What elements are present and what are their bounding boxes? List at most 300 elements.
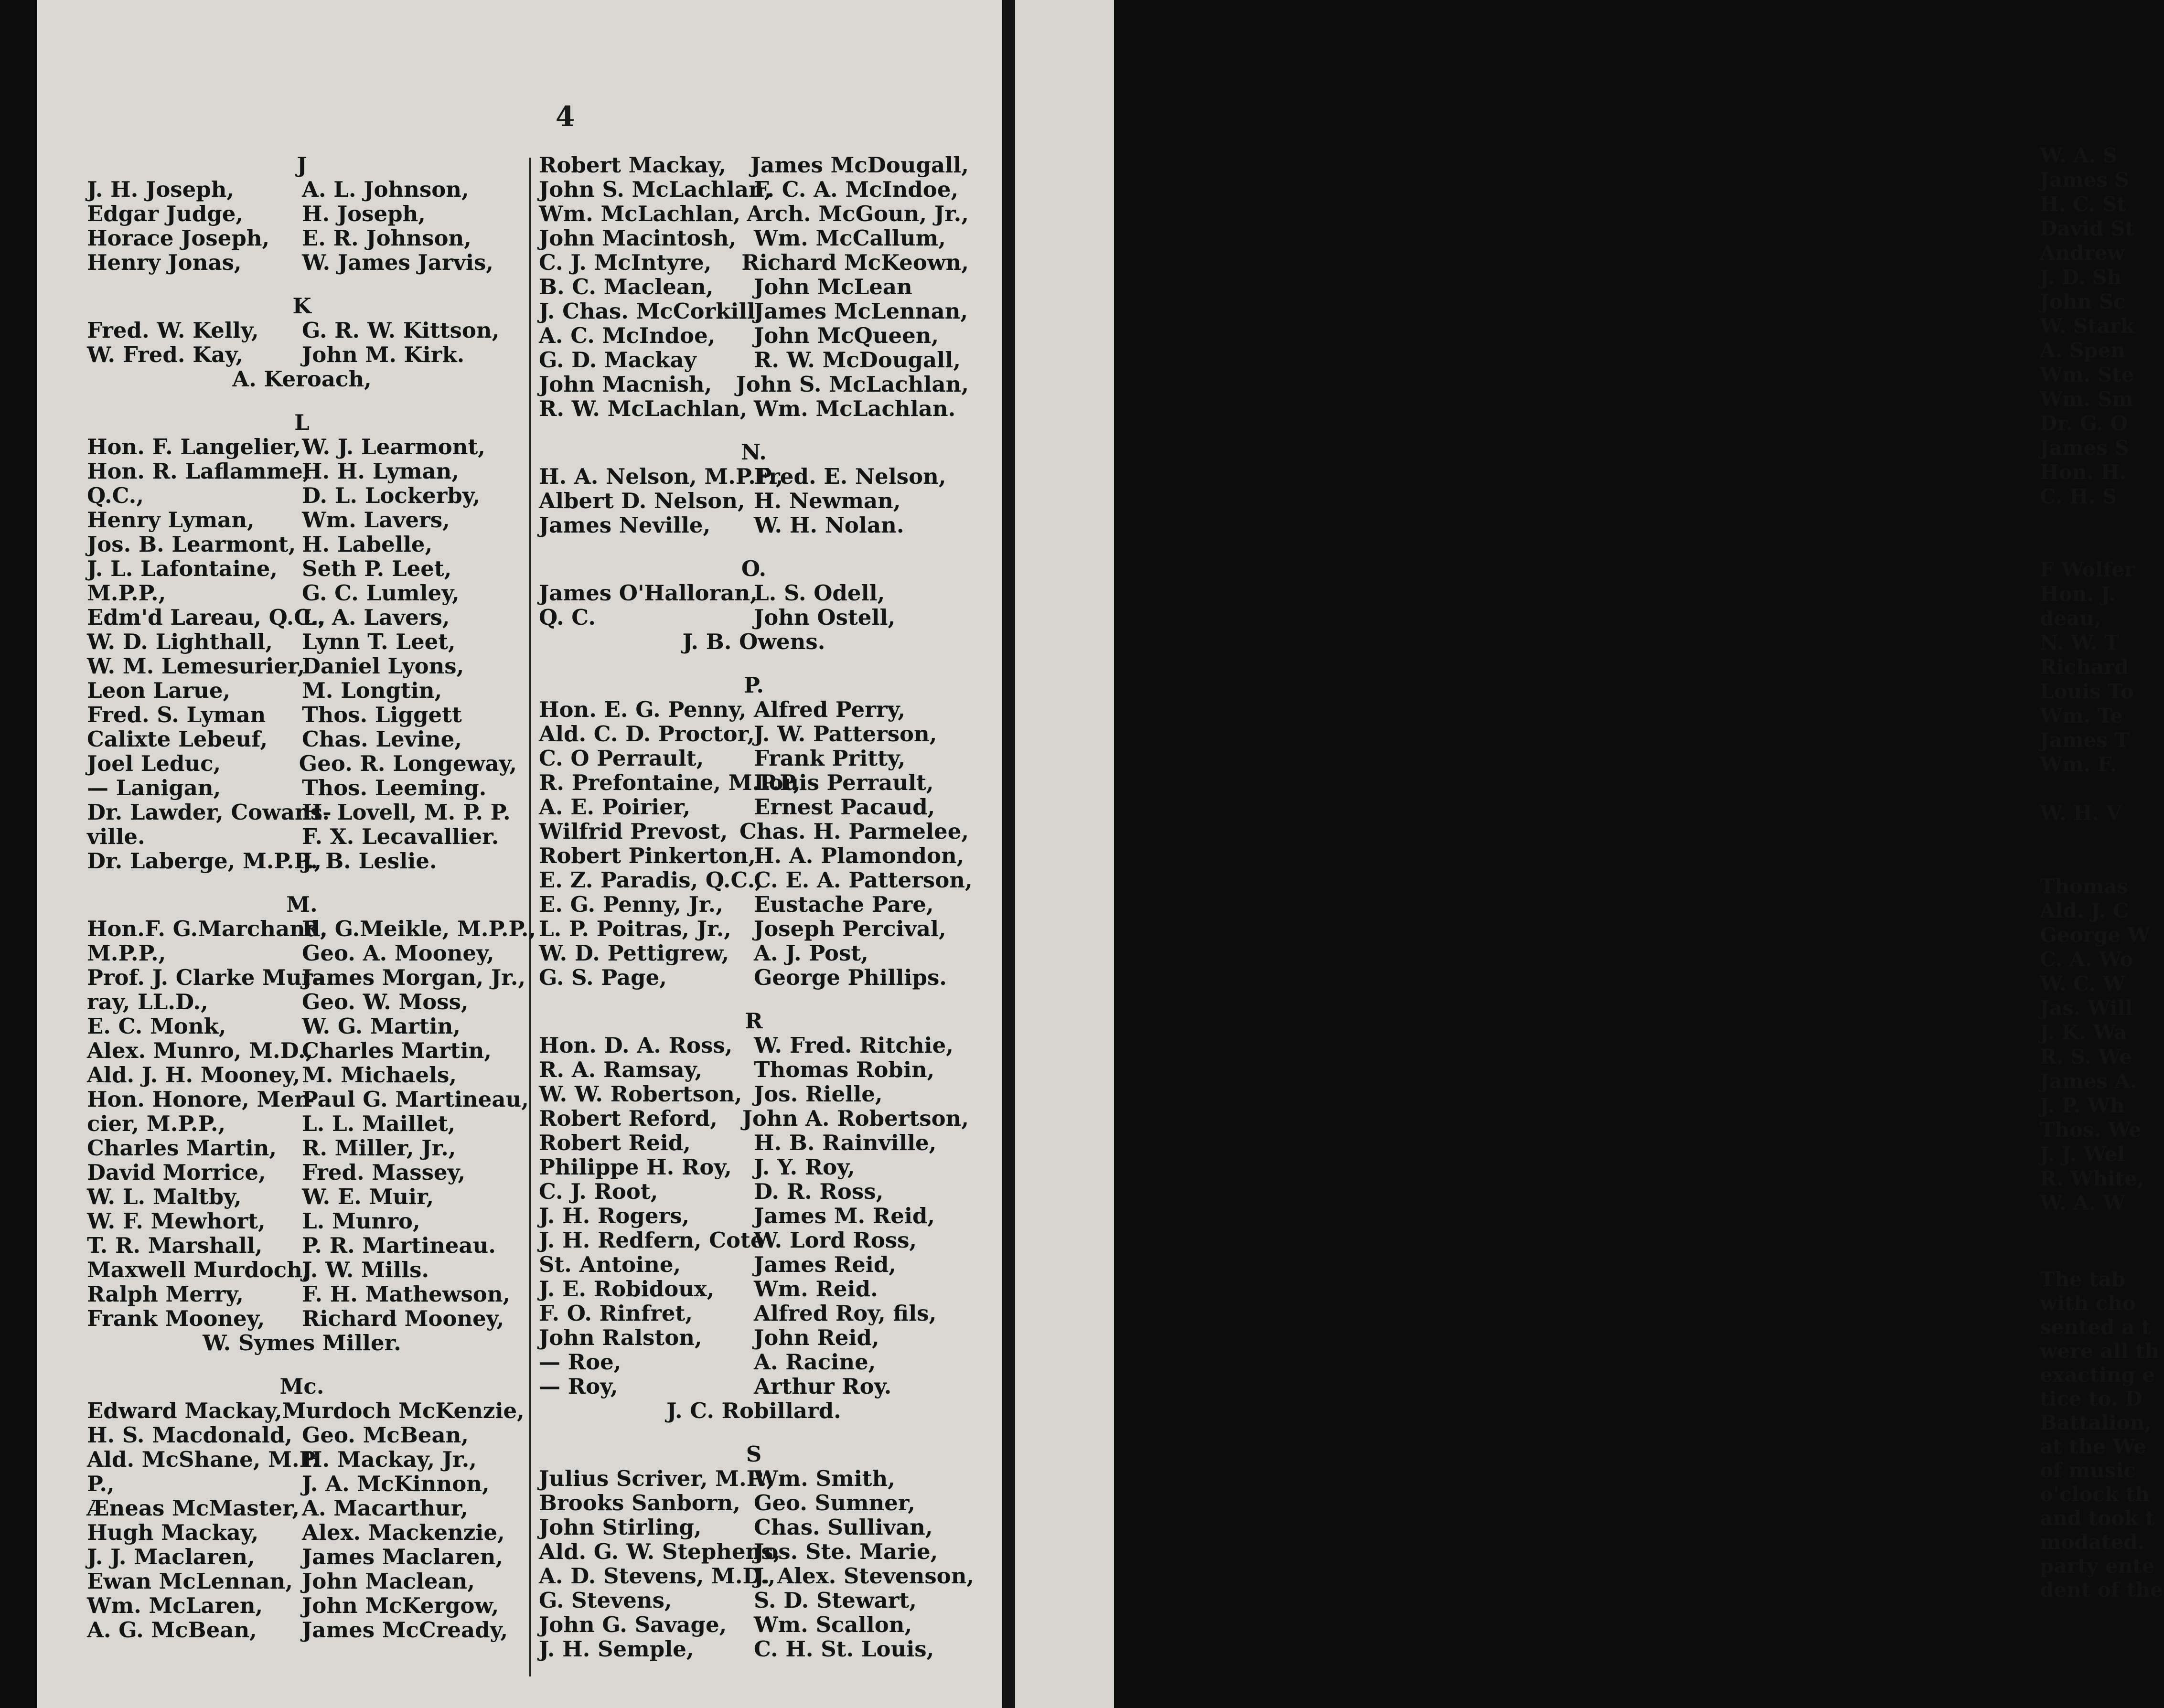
name-entry: John Ostell, [754, 605, 896, 630]
name-entry: Alfred Roy, fils, [754, 1301, 937, 1326]
name-entry: John McQueen, [754, 323, 939, 348]
name-row [539, 153, 969, 177]
name-row [87, 342, 517, 367]
name-entry: — Roe, [539, 1349, 621, 1375]
name-row [539, 746, 969, 770]
name-row [87, 1593, 517, 1618]
name-row [87, 1160, 517, 1185]
name-entry: Hon.F. G.Marchand, [87, 916, 328, 941]
name-row [87, 849, 517, 873]
middle-section [539, 153, 969, 421]
name-row [87, 824, 517, 849]
name-row [539, 819, 969, 843]
name-entry: W. James Jarvis, [302, 250, 493, 275]
name-row [539, 1106, 969, 1131]
name-entry: Wm. Te [2040, 704, 2123, 727]
name-row [87, 941, 517, 965]
text-line: and took t [2040, 1506, 2155, 1530]
name-entry: M.P.P., [87, 580, 166, 606]
name-entry: J. H. Redfern, Cote [539, 1228, 764, 1253]
name-entry: John Maclean, [302, 1569, 475, 1594]
name-entry: Wm. Reid. [754, 1276, 878, 1302]
name-entry: W. F. Mewhort, [87, 1208, 266, 1234]
name-entry: H. A. Plamondon, [754, 843, 964, 868]
name-row [539, 1612, 969, 1637]
name-entry: A. Spen [2040, 339, 2125, 362]
name-entry: E. Z. Paradis, Q.C., [539, 867, 762, 893]
name-entry: Wm. Sm [2040, 387, 2133, 411]
name-entry: E. R. Johnson, [302, 225, 471, 251]
name-entry: Alex. Munro, M.D., [87, 1038, 313, 1063]
name-entry: Louis To [2040, 680, 2134, 703]
name-entry: C. O Perrault, [539, 746, 704, 771]
name-entry: J. H. Joseph, [87, 177, 235, 202]
name-entry: W. A. W [2040, 1191, 2125, 1215]
left-name-column [87, 152, 536, 1644]
name-entry: R. G.Meikle, M.P.P., [302, 916, 536, 941]
name-entry: Dr. Laberge, M.P.P., [87, 848, 322, 874]
middle-section [539, 556, 969, 654]
name-entry: Edgar Judge, [87, 201, 243, 226]
name-entry: Wm. F. [2040, 753, 2117, 776]
spacer [2040, 850, 2164, 874]
name-entry: Charles Martin, [87, 1135, 277, 1161]
middle-section [539, 673, 973, 990]
name-row [539, 513, 969, 537]
name-entry: Eustache Pare, [754, 892, 934, 917]
name-entry: Henry Jonas, [87, 250, 242, 275]
text-line: Battalion, [2040, 1411, 2152, 1434]
name-row [87, 1233, 517, 1258]
name-entry: G. Stevens, [539, 1588, 672, 1613]
name-entry: David St [2040, 217, 2134, 240]
section-heading: L [294, 410, 310, 435]
name-entry: D. R. Ross, [754, 1179, 884, 1204]
name-entry: Daniel Lyons, [302, 653, 464, 679]
name-entry: H. Mackay, Jr., [302, 1447, 477, 1472]
name-entry: Leon Larue, [87, 678, 231, 703]
name-row [87, 751, 517, 776]
spacer [2040, 825, 2164, 850]
name-entry: — Roy, [539, 1374, 618, 1399]
name-entry: W. C. W [2040, 972, 2125, 995]
name-entry: A. D. Stevens, M.D., [539, 1563, 776, 1589]
name-entry: W. H. V [2040, 801, 2122, 825]
name-entry: James Morgan, Jr., [302, 965, 526, 990]
name-row [87, 1472, 517, 1496]
name-entry: W. G. Martin, [302, 1014, 461, 1039]
name-entry-centered: W. Symes Miller. [203, 1330, 401, 1356]
name-row [539, 489, 969, 513]
name-entry: Hon. R. Laflamme, [87, 459, 311, 484]
name-entry: J. Y. Roy, [754, 1154, 855, 1180]
name-entry: F. O. Rinfret, [539, 1301, 693, 1326]
name-row [539, 1155, 969, 1179]
name-entry: C. E. A. Patterson, [754, 867, 973, 893]
name-row [87, 250, 517, 275]
name-row [87, 703, 517, 727]
text-line: The tab [2040, 1268, 2126, 1291]
name-entry: L. A. Lavers, [302, 605, 450, 630]
name-entry: Edward Mackay, [87, 1398, 282, 1423]
name-row [539, 770, 969, 795]
name-entry: Thos. We [2040, 1118, 2142, 1142]
name-row [87, 1258, 517, 1282]
name-entry: T. R. Marshall, [87, 1233, 263, 1258]
name-row [87, 1209, 517, 1233]
name-entry: John A. Robertson, [742, 1106, 969, 1131]
name-entry: Prof. J. Clarke Mur- [87, 965, 322, 990]
name-row [87, 1569, 517, 1593]
name-row [87, 605, 517, 630]
name-row [539, 1204, 969, 1228]
name-entry: J. B. Leslie. [302, 848, 437, 874]
name-row [539, 1466, 969, 1491]
name-entry: C. H. St. Louis, [754, 1636, 934, 1662]
section-heading: Mc. [279, 1374, 324, 1399]
name-entry: Arch. McGoun, Jr., [747, 201, 969, 226]
name-entry: W. J. Learmont, [302, 434, 485, 459]
name-entry: J. A. McKinnon, [302, 1471, 490, 1496]
name-entry: C. A. Wo [2040, 948, 2133, 971]
name-entry: J. Alex. Stevenson, [754, 1563, 975, 1589]
section-heading: J [297, 152, 307, 178]
name-entry: Geo. McBean, [302, 1422, 469, 1448]
name-row [87, 1185, 517, 1209]
name-entry: W. H. Nolan. [754, 512, 904, 538]
name-row [539, 396, 969, 421]
name-entry: F. X. Lecavallier. [302, 824, 499, 849]
name-entry: M. Michaels, [302, 1062, 457, 1088]
left-section [87, 892, 536, 1356]
name-entry: George W [2040, 923, 2150, 947]
name-entry: Thos. Leeming. [302, 775, 487, 801]
name-entry: W. L. Maltby, [87, 1184, 242, 1209]
name-entry-centered: A. Keroach, [232, 366, 372, 392]
name-entry: W. W. Robertson, [539, 1081, 742, 1107]
section-heading: P. [743, 673, 764, 698]
name-entry: Geo. A. Mooney, [302, 940, 494, 966]
name-entry: Dr. G. O [2040, 412, 2128, 435]
name-row [539, 581, 969, 605]
name-entry: J. K. Wa [2040, 1021, 2127, 1044]
name-entry: Thos. Liggett [302, 702, 462, 727]
name-entry: H. H. Lyman, [302, 459, 460, 484]
name-entry: Richard Mooney, [302, 1306, 504, 1331]
name-entry: H. Joseph, [302, 201, 426, 226]
name-entry: ville. [87, 824, 145, 849]
name-entry: ray, LL.D., [87, 989, 208, 1014]
name-entry: W. Fred. Kay, [87, 342, 243, 367]
name-row [539, 1588, 969, 1612]
name-entry: J. W. Patterson, [754, 721, 937, 747]
name-entry: John Macintosh, [539, 225, 737, 251]
name-row [87, 1038, 517, 1063]
name-row [539, 917, 969, 941]
name-row [539, 605, 969, 630]
name-entry: H. B. Rainville, [754, 1130, 937, 1155]
name-entry: Wm. Lavers, [302, 507, 450, 533]
name-row [87, 1423, 517, 1447]
name-entry: John S. McLachlan, [539, 177, 772, 202]
name-entry: Arthur Roy. [754, 1374, 892, 1399]
name-row [87, 459, 517, 483]
name-entry: R. Miller, Jr., [302, 1135, 456, 1161]
name-entry: Ernest Pacaud, [754, 794, 935, 820]
name-entry: Henry Lyman, [87, 507, 255, 533]
name-entry: Hugh Mackay, [87, 1520, 259, 1545]
name-row [539, 1277, 969, 1301]
section-heading: O. [741, 556, 767, 581]
name-row [87, 776, 517, 800]
name-entry: James T [2040, 728, 2130, 752]
name-row [87, 435, 517, 459]
text-line: with cho [2040, 1292, 2136, 1315]
name-entry: Seth P. Leet, [302, 556, 452, 581]
name-entry: Ewan McLennan, [87, 1569, 293, 1594]
name-row [539, 795, 969, 819]
name-row [87, 990, 517, 1014]
name-row [539, 1325, 969, 1350]
name-entry: H. Newman, [754, 488, 901, 513]
name-entry: Ald. C. D. Proctor, [539, 721, 755, 747]
left-section [87, 153, 517, 275]
name-entry: D. L. Lockerby, [302, 483, 481, 508]
name-entry: Ald. J. C [2040, 899, 2129, 922]
name-entry: M.P.P., [87, 940, 166, 966]
name-row [539, 1082, 969, 1106]
name-entry: Hon. D. A. Ross, [539, 1033, 733, 1058]
name-entry: R. Prefontaine, M.P.P, [539, 770, 801, 795]
name-entry: Hon. H. [2040, 460, 2127, 484]
name-entry: cier, M.P.P., [87, 1111, 226, 1136]
name-entry: W. D. Pettigrew, [539, 940, 729, 966]
section-heading: M. [286, 892, 318, 917]
name-row [87, 1014, 517, 1038]
name-row [539, 722, 969, 746]
name-entry: Horace Joseph, [87, 225, 270, 251]
name-entry: John Macnish, [539, 372, 712, 397]
name-entry: W. Lord Ross, [754, 1228, 917, 1253]
name-entry: Ralph Merry, [87, 1281, 244, 1307]
name-row [539, 323, 969, 348]
name-entry: Jos. Rielle, [754, 1081, 883, 1107]
right-column-strip [1015, 0, 2164, 1708]
name-row [87, 678, 517, 703]
name-entry: John McLean [754, 274, 912, 299]
name-entry: John Sc [2040, 290, 2126, 313]
name-row [87, 1398, 525, 1423]
name-entry: Frank Mooney, [87, 1306, 265, 1331]
name-row [87, 1087, 529, 1112]
name-row [539, 1491, 969, 1515]
middle-name-column [539, 152, 975, 1663]
name-row [539, 1350, 969, 1374]
name-entry: A. C. McIndoe, [539, 323, 716, 348]
name-entry-centered: J. C. Robillard. [666, 1398, 841, 1423]
name-row [87, 1136, 517, 1160]
name-entry: John S. McLachlan, [736, 372, 969, 397]
name-row [539, 1228, 969, 1252]
name-row [87, 1111, 517, 1136]
name-row [539, 226, 969, 250]
name-row [87, 556, 517, 581]
name-entry: Geo. W. Moss, [302, 989, 469, 1014]
name-row [539, 1539, 969, 1564]
name-entry: G. S. Page, [539, 965, 667, 990]
name-entry: Wm. McLachlan, [539, 201, 741, 226]
name-row [87, 1063, 517, 1087]
name-entry: James A. [2040, 1069, 2137, 1093]
name-entry: James O'Halloran, [539, 580, 758, 606]
name-entry: C. J. McIntyre, [539, 250, 712, 275]
name-row [539, 1252, 969, 1277]
middle-section [539, 440, 969, 537]
name-row [87, 1306, 517, 1331]
name-entry: Ald. McShane, M.P. [87, 1447, 320, 1472]
name-row [539, 697, 969, 722]
name-row [539, 348, 969, 372]
name-row [87, 1618, 517, 1642]
name-entry: James Reid, [754, 1252, 896, 1277]
name-entry: W. M. Lemesurier, [87, 653, 305, 679]
name-row [87, 177, 517, 202]
name-entry: Lynn T. Leet, [302, 629, 456, 654]
name-entry: Alex. Mackenzie, [302, 1520, 505, 1545]
name-entry: Louis Perrault, [754, 770, 934, 795]
name-entry: Chas. H. Parmelee, [739, 819, 969, 844]
name-entry: Thomas Robin, [754, 1057, 935, 1082]
name-entry: Frank Pritty, [754, 746, 906, 771]
name-entry: Philippe H. Roy, [539, 1154, 732, 1180]
name-entry: F. C. A. McIndoe, [754, 177, 959, 202]
text-line: dent of the [2040, 1578, 2164, 1601]
name-entry: James McLennan, [754, 299, 968, 324]
name-entry: James S [2040, 436, 2129, 459]
name-entry: Jas. Will [2040, 996, 2133, 1020]
name-entry: Q. C. [539, 605, 596, 630]
name-row [87, 630, 517, 654]
name-entry: J. J. Maclaren, [87, 1544, 255, 1569]
name-entry: Robert Reid, [539, 1130, 691, 1155]
name-entry: Robert Mackay, [539, 152, 726, 178]
name-row [87, 483, 517, 508]
text-line: o'clock th [2040, 1483, 2150, 1506]
name-entry: Richard McKeown, [741, 250, 969, 275]
name-entry: R. White, [2040, 1167, 2144, 1190]
name-entry: Wm. McLachlan. [754, 396, 956, 421]
left-section [87, 410, 517, 873]
article-paragraph [2040, 1268, 2164, 1602]
name-row [539, 250, 969, 275]
name-entry: A. L. Johnson, [302, 177, 469, 202]
name-entry: Dr. Lawder, Cowans- [87, 800, 332, 825]
name-entry: Wilfrid Prevost, [539, 819, 728, 844]
name-entry: Joel Leduc, [87, 751, 221, 776]
left-section [87, 1374, 525, 1643]
name-entry: L. P. Poitras, Jr., [539, 916, 731, 941]
name-row [539, 867, 973, 893]
name-entry: John McKergow, [302, 1593, 499, 1618]
name-row [87, 965, 526, 990]
name-entry: Ald. J. H. Mooney, [87, 1062, 300, 1088]
name-row [539, 1057, 969, 1082]
spacer [2040, 533, 2164, 557]
text-line: party ente [2040, 1554, 2155, 1578]
name-entry: F. H. Mathewson, [302, 1281, 511, 1307]
name-row [87, 202, 517, 226]
name-row [87, 727, 517, 751]
section-heading: S [746, 1441, 762, 1467]
name-entry: Julius Scriver, M.P., [539, 1466, 774, 1491]
name-entry: Hon. F. Langelier, [87, 434, 301, 459]
name-row [539, 941, 969, 965]
name-entry: A. Racine, [754, 1349, 876, 1375]
name-entry: James McCready, [302, 1617, 508, 1643]
name-entry: Calixte Lebeuf, [87, 726, 268, 752]
name-entry: J. E. Robidoux, [539, 1276, 715, 1302]
text-line: exacting e [2040, 1363, 2155, 1387]
section-heading: N. [741, 439, 767, 465]
name-entry: David Morrice, [87, 1160, 266, 1185]
name-entry: Wm. Ste [2040, 363, 2134, 386]
name-entry: Joseph Percival, [754, 916, 946, 941]
name-entry: Wm. Smith, [754, 1466, 895, 1491]
name-entry: John G. Savage, [539, 1612, 727, 1637]
name-row [87, 226, 517, 250]
name-entry: Richard [2040, 655, 2129, 679]
name-entry: W. E. Muir, [302, 1184, 434, 1209]
name-entry: H. A. Nelson, M.P.P., [539, 464, 783, 489]
name-row [539, 1563, 975, 1589]
name-entry: Fred. Massey, [302, 1160, 466, 1185]
name-entry: P. R. Martineau. [302, 1233, 496, 1258]
name-entry: Alfred Perry, [754, 697, 906, 722]
name-entry: A. E. Poirier, [539, 794, 691, 820]
name-entry: W. Fred. Ritchie, [754, 1033, 953, 1058]
name-entry: H. Labelle, [302, 532, 433, 557]
name-row [539, 1637, 969, 1661]
name-entry: P., [87, 1471, 115, 1496]
name-entry: Chas. Levine, [302, 726, 462, 752]
name-row [87, 1282, 517, 1306]
name-entry: Jos. Ste. Marie, [754, 1539, 938, 1564]
name-entry: L. L. Maillet, [302, 1111, 456, 1136]
spacer [2040, 777, 2164, 801]
name-entry: John Ralston, [539, 1325, 702, 1350]
name-entry: W. D. Lighthall, [87, 629, 273, 654]
name-entry: Robert Reford, [539, 1106, 718, 1131]
name-entry: Fred. S. Lyman [87, 702, 266, 727]
page-edge-rule [1002, 0, 1015, 1708]
name-entry: Geo. R. Longeway, [299, 751, 517, 776]
left-section [87, 294, 517, 391]
name-entry: S. D. Stewart, [754, 1588, 917, 1613]
name-entry: F Wolfer [2040, 558, 2135, 581]
name-entry: J. J. Wel [2040, 1142, 2125, 1166]
name-row [87, 1520, 517, 1545]
name-entry: J. D. Sh [2040, 266, 2121, 289]
name-entry: Robert Pinkerton, [539, 843, 756, 868]
name-entry: J. H. Rogers, [539, 1203, 690, 1228]
name-entry: H. Lovell, M. P. P. [302, 800, 511, 825]
name-row [539, 464, 969, 489]
name-row [539, 1374, 969, 1398]
name-entry: J. Chas. McCorkill, [539, 299, 763, 324]
text-line: at the We [2040, 1435, 2146, 1458]
name-entry: Chas. Sullivan, [754, 1515, 933, 1540]
name-row [539, 202, 969, 226]
